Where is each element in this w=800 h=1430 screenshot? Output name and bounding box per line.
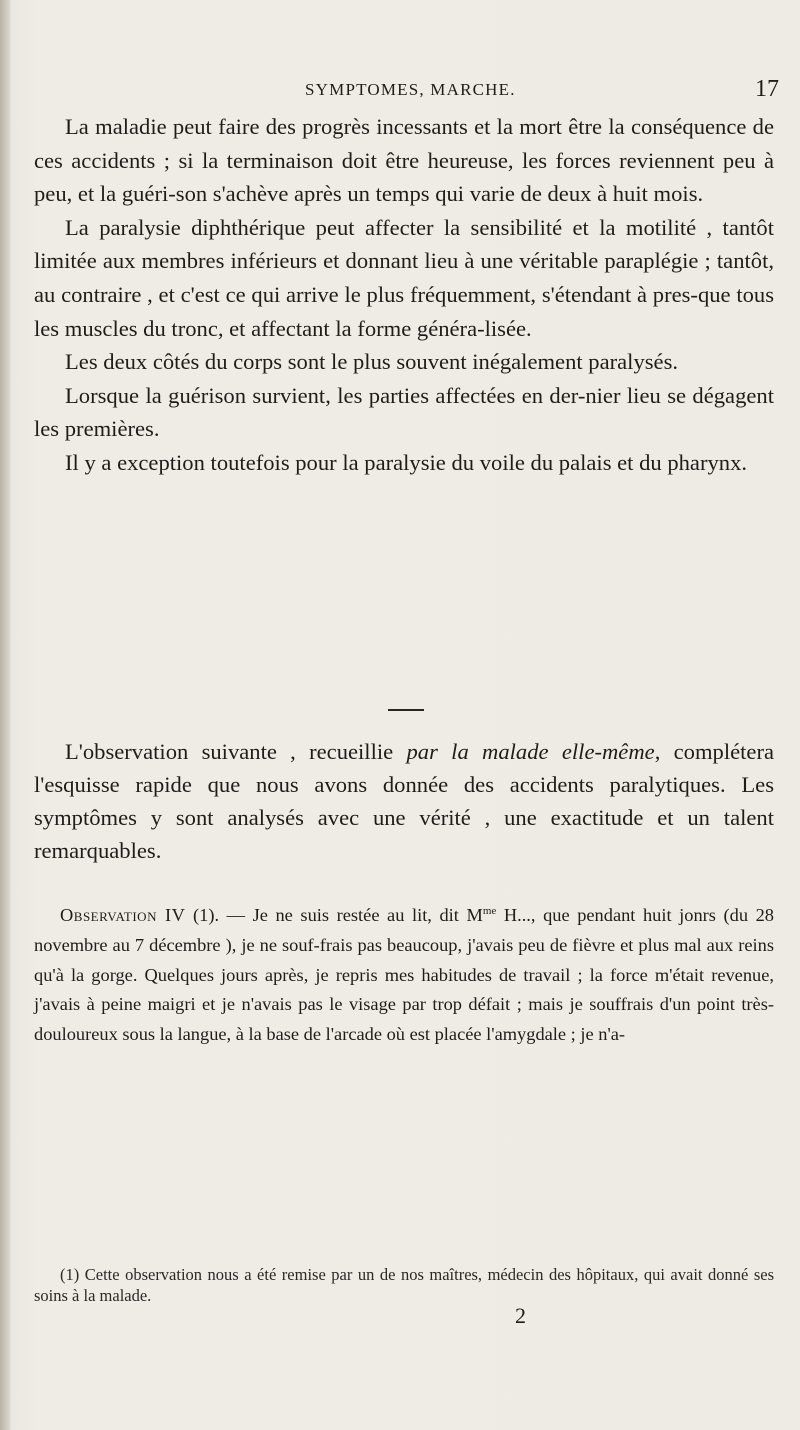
intro-text-end: , complétera l'esquisse rapide que nous avons donnée des accidents paralytiques. Les symptômes y sont analysés avec une vérité , une exactitude et un talent remarquables.: [34, 739, 774, 863]
observation-text-b: H..., que pendant huit jonrs (du 28 novembre au 7 décembre ), je ne souf-frais pas beaucoup, j'avais peu de fièvre et plus mal aux reins qu'à la gorge. Quelques jours après, je repris mes habitudes de travail ; la force m'était revenue, j'avais à peine maigri et je n'avais pas le visage par trop défait ; mais je souffrais d'un point très-douloureux sous la langue, à la base de l'arcade où est placée l'amygdale ; je n'a-: [34, 905, 774, 1045]
paragraph-5: Il y a exception toutefois pour la paralysie du voile du palais et du pharynx.: [65, 449, 748, 475]
observation-intro: [34, 735, 774, 867]
running-title: SYMPTOMES, MARCHE.: [305, 80, 516, 99]
paragraph-1: La maladie peut faire des progrès incessants et la mort être la conséquence de ces accidents ; si la terminaison doit être heureuse, les forces reviennent peu à peu, et la guéri-son s'achève après un temps qui varie de deux à huit mois.: [34, 114, 774, 207]
observation-superscript: me: [482, 905, 497, 917]
intro-italic: par la malade elle-même: [406, 739, 655, 764]
footnote-text: (1) Cette observation nous a été remise par un de nos maîtres, médecin des hôpitaux, qui avait donné ses soins à la malade.: [34, 1265, 774, 1305]
footnote: [34, 1264, 774, 1306]
signature-mark: 2: [515, 1303, 526, 1328]
page-number: 17: [755, 76, 779, 102]
main-text: [34, 110, 774, 480]
page-header: [0, 76, 800, 106]
footnote-ref: (1).: [193, 905, 220, 925]
paragraph-2: La paralysie diphthérique peut affecter la sensibilité et la motilité , tantôt limitée aux membres inférieurs et donnant lieu à une véritable paraplégie ; tantôt, au contraire , et c'est ce qui arrive le plus fréquemment, s'étendant à pres-que tous les muscles du tronc, et affectant la forme généra-lisée.: [34, 214, 774, 341]
observation-label: Observation IV: [60, 905, 186, 925]
paragraph-3: Les deux côtés du corps sont le plus souvent inégalement paralysés.: [65, 349, 679, 375]
page-binding-edge: [0, 0, 10, 1430]
observation-block: [34, 901, 774, 1050]
paragraph-4: Lorsque la guérison survient, les parties affectées en der-nier lieu se dégagent les premières.: [34, 382, 774, 442]
intro-text-start: L'observation suivante , recueillie: [65, 739, 407, 764]
observation-text-a: — Je ne suis restée au lit, dit M: [219, 905, 483, 925]
section-divider: [388, 709, 424, 711]
